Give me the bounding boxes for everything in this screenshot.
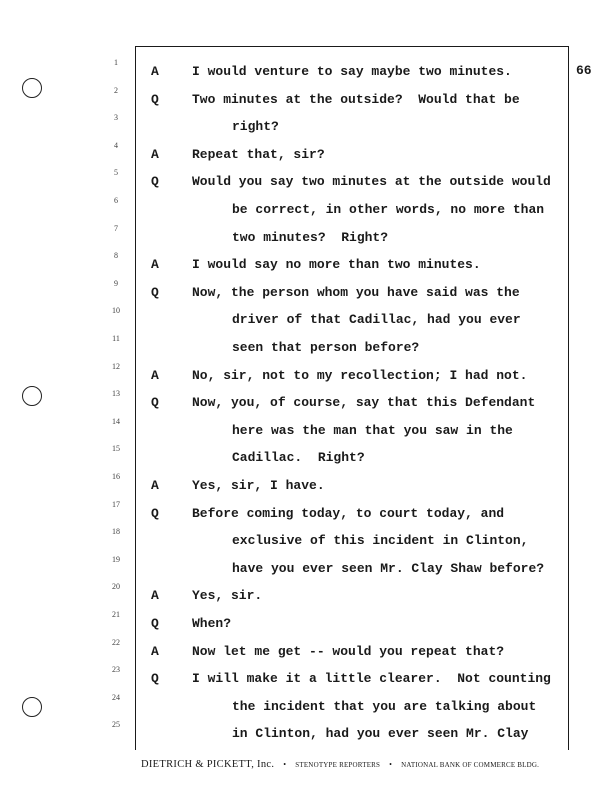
page-number: 66 [576, 63, 592, 78]
transcript-line: Now, you, of course, say that this Defendant [192, 395, 536, 411]
footer-firm: DIETRICH & PICKETT, Inc. [141, 759, 275, 770]
line-number: 7 [114, 223, 118, 233]
transcript-line: Now, the person whom you have said was the [192, 284, 520, 300]
transcript-line: I will make it a little clearer. Not counting [192, 671, 551, 687]
transcript-line: seen that person before? [232, 340, 420, 355]
answer-marker: A [151, 146, 159, 162]
line-number: 5 [114, 168, 118, 178]
punch-hole [22, 697, 42, 717]
answer-marker: A [151, 257, 159, 273]
footer [141, 759, 539, 770]
transcript-line: Yes, sir, I have. [192, 478, 325, 493]
question-marker: Q [151, 505, 159, 521]
question-marker: Q [151, 616, 159, 631]
transcript-line: exclusive of this incident in Clinton, [232, 533, 529, 549]
line-number: 24 [112, 692, 120, 702]
question-marker: Q [151, 671, 159, 687]
line-number: 20 [112, 582, 120, 592]
top-border-line [135, 46, 569, 47]
transcript-line: driver of that Cadillac, had you ever [232, 312, 521, 328]
transcript-line: Before coming today, to court today, and [192, 505, 505, 521]
transcript-line: I would say no more than two minutes. [192, 257, 481, 273]
transcript-line: Repeat that, sir? [192, 146, 325, 162]
footer-separator: • [389, 760, 393, 769]
answer-marker: A [151, 643, 159, 659]
answer-marker: A [151, 478, 159, 493]
line-number: 12 [112, 361, 120, 371]
footer-service: STENOTYPE REPORTERS [295, 761, 381, 769]
line-number: 13 [112, 389, 120, 399]
question-marker: Q [151, 395, 159, 411]
line-number: 6 [114, 196, 118, 205]
line-number: 3 [114, 113, 118, 123]
transcript-line: in Clinton, had you ever seen Mr. Clay [232, 726, 529, 742]
transcript-line: Yes, sir. [192, 588, 263, 604]
transcript-line: the incident that you are talking about [232, 698, 537, 714]
transcript-line: here was the man that you saw in the [232, 422, 513, 438]
question-marker: Q [151, 284, 159, 300]
punch-hole [22, 386, 42, 406]
footer-address: NATIONAL BANK OF COMMERCE BLDG. [401, 761, 540, 769]
transcript-line: No, sir, not to my recollection; I had not. [192, 367, 528, 383]
line-number: 19 [112, 554, 120, 564]
transcript-line: Cadillac. Right? [232, 450, 365, 466]
answer-marker: A [151, 64, 159, 79]
line-number: 1 [114, 58, 118, 67]
punch-hole [22, 78, 42, 98]
transcript-line: have you ever seen Mr. Clay Shaw before? [232, 560, 545, 576]
transcript-line: two minutes? Right? [232, 229, 389, 245]
line-number: 2 [114, 85, 118, 95]
line-number: 14 [112, 416, 120, 426]
transcript-line: be correct, in other words, no more than [232, 202, 545, 217]
transcript-line: right? [232, 119, 279, 135]
right-margin-line [568, 46, 569, 750]
line-number: 21 [112, 610, 120, 619]
left-margin-line [135, 46, 136, 750]
line-number: 23 [112, 665, 120, 675]
line-number: 17 [112, 499, 120, 509]
line-number: 9 [114, 278, 118, 288]
transcript-line: Two minutes at the outside? Would that be [192, 91, 520, 107]
line-number: 15 [112, 444, 120, 454]
footer-separator: • [283, 760, 287, 769]
line-number: 4 [114, 140, 118, 150]
line-number: 8 [114, 251, 118, 261]
line-number: 25 [112, 720, 120, 730]
question-marker: Q [151, 174, 159, 190]
line-number: 10 [112, 306, 120, 316]
answer-marker: A [151, 588, 159, 604]
transcript-line: I would venture to say maybe two minutes. [192, 64, 512, 79]
question-marker: Q [151, 91, 159, 107]
transcript-line: Would you say two minutes at the outside would [192, 174, 551, 190]
line-number: 11 [112, 334, 120, 343]
transcript-line: Now let me get -- would you repeat that? [192, 643, 505, 659]
line-number: 16 [112, 472, 120, 481]
answer-marker: A [151, 367, 159, 383]
line-number: 18 [112, 527, 120, 537]
transcript-line: When? [192, 616, 232, 631]
line-number: 22 [112, 637, 120, 647]
